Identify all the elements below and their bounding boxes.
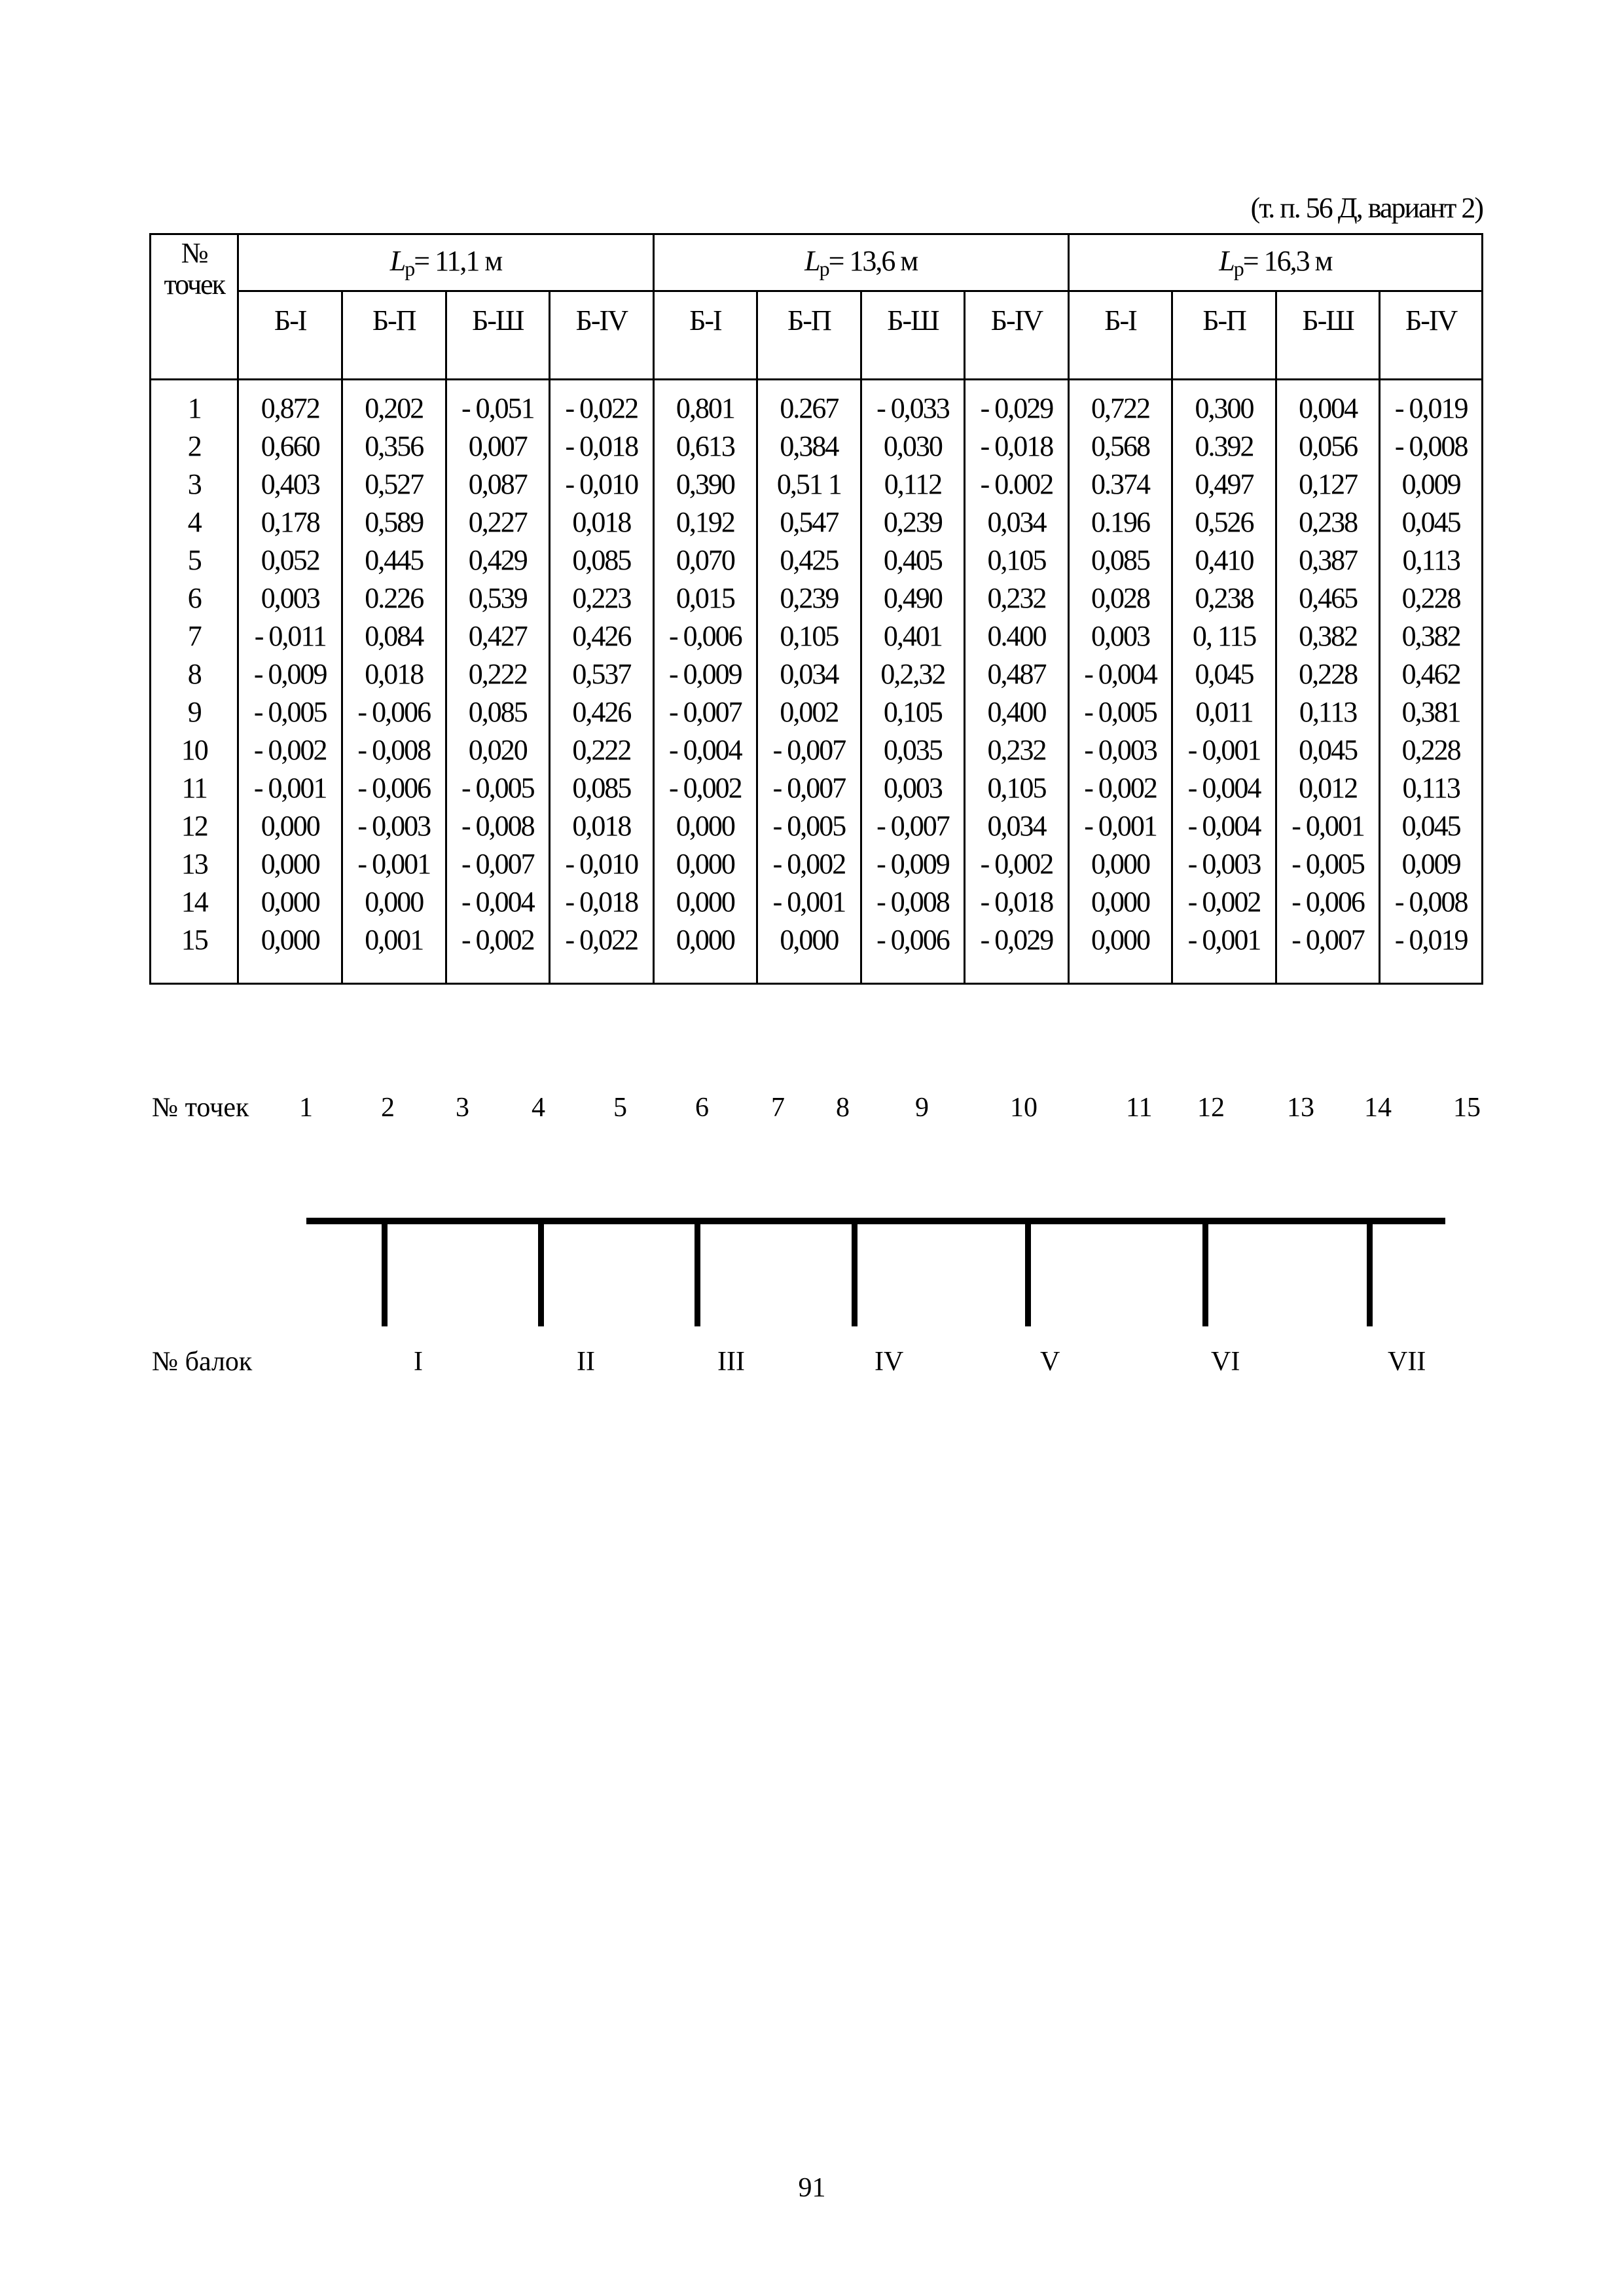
table-cell: 0,390	[653, 465, 757, 503]
table-cell: 0,223	[550, 579, 654, 617]
span-header-2	[653, 234, 1068, 291]
table-cell: 0,238	[1276, 503, 1380, 541]
table-cell: 0,382	[1276, 617, 1380, 655]
table-cell: - 0,029	[965, 921, 1069, 959]
girder-leg	[538, 1219, 544, 1326]
table-cell: 0,045	[1276, 731, 1380, 769]
table-cell: 0,001	[342, 921, 446, 959]
point-number-cell: 3	[151, 465, 238, 503]
table-cell: 0,000	[1068, 921, 1172, 959]
table-cell: - 0,003	[1068, 731, 1172, 769]
table-cell: - 0,007	[757, 731, 861, 769]
table-row	[151, 921, 1483, 959]
table-cell: - 0,004	[1172, 807, 1276, 845]
table-cell: - 0,001	[1276, 807, 1380, 845]
table-cell: - 0,007	[1276, 921, 1380, 959]
points-axis-label: № точек	[152, 1093, 249, 1123]
table-cell: - 0,003	[1172, 845, 1276, 883]
table-cell: 0,002	[757, 693, 861, 731]
table-cell: 0,003	[1068, 617, 1172, 655]
table-cell: 0,222	[446, 655, 550, 693]
table-row	[151, 380, 1483, 428]
table-cell: 0,801	[653, 380, 757, 428]
table-row	[151, 731, 1483, 769]
table-cell: - 0,002	[238, 731, 342, 769]
beam-column-header: Б-IV	[1380, 291, 1483, 380]
table-cell: - 0.002	[965, 465, 1069, 503]
table-cell: 0,547	[757, 503, 861, 541]
table-cell: - 0,008	[1380, 883, 1483, 921]
table-cell: 0,085	[550, 541, 654, 579]
table-cell: - 0,008	[342, 731, 446, 769]
table-cell: 0,381	[1380, 693, 1483, 731]
influence-table	[149, 233, 1483, 985]
table-row	[151, 428, 1483, 465]
table-cell: 0,034	[757, 655, 861, 693]
table-cell: 0,872	[238, 380, 342, 428]
table-cell: 0,403	[238, 465, 342, 503]
point-number: 11	[1126, 1093, 1153, 1123]
point-number-cell: 9	[151, 693, 238, 731]
spacer-cell	[1380, 959, 1483, 984]
point-number-cell: 10	[151, 731, 238, 769]
point-number: 3	[456, 1093, 469, 1123]
table-cell: - 0,006	[861, 921, 965, 959]
point-number-cell: 14	[151, 883, 238, 921]
points-header-label: точек	[164, 268, 225, 301]
table-cell: - 0,018	[965, 428, 1069, 465]
table-cell: 0,000	[238, 883, 342, 921]
table-cell: 0.392	[1172, 428, 1276, 465]
table-cell: 0,51 1	[757, 465, 861, 503]
table-row	[151, 541, 1483, 579]
table-cell: 0,003	[861, 769, 965, 807]
table-cell: 0,300	[1172, 380, 1276, 428]
spacer-cell	[446, 959, 550, 984]
table-cell: 0,015	[653, 579, 757, 617]
table-cell: - 0,006	[342, 693, 446, 731]
table-cell: 0,427	[446, 617, 550, 655]
point-number-cell: 11	[151, 769, 238, 807]
beam-column-header: Б-I	[653, 291, 757, 380]
spacer-cell	[1068, 959, 1172, 984]
beam-column-header: Б-П	[757, 291, 861, 380]
table-cell: 0,497	[1172, 465, 1276, 503]
table-cell: 0,429	[446, 541, 550, 579]
table-row	[151, 655, 1483, 693]
table-cell: 0,000	[653, 845, 757, 883]
spacer-cell	[757, 959, 861, 984]
table-cell: 0,009	[1380, 465, 1483, 503]
table-cell: 0,127	[1276, 465, 1380, 503]
table-cell: - 0,006	[1276, 883, 1380, 921]
table-cell: 0,400	[965, 693, 1069, 731]
table-cell: - 0,004	[1172, 769, 1276, 807]
table-row	[151, 769, 1483, 807]
spacer-cell	[1172, 959, 1276, 984]
table-cell: - 0,007	[446, 845, 550, 883]
table-row	[151, 617, 1483, 655]
table-cell: 0.267	[757, 380, 861, 428]
table-cell: 0,526	[1172, 503, 1276, 541]
spacer-cell	[653, 959, 757, 984]
table-cell: 0,490	[861, 579, 965, 617]
beam-column-header: Б-Ш	[446, 291, 550, 380]
table-cell: 0,012	[1276, 769, 1380, 807]
table-cell: - 0,018	[965, 883, 1069, 921]
lp-subscript: р	[405, 257, 414, 280]
table-cell: - 0,029	[965, 380, 1069, 428]
beam-column-header: Б-П	[1172, 291, 1276, 380]
table-cell: 0,000	[238, 921, 342, 959]
table-cell: 0,613	[653, 428, 757, 465]
table-cell: - 0,002	[653, 769, 757, 807]
table-cell: 0,660	[238, 428, 342, 465]
table-cell: - 0,003	[342, 807, 446, 845]
point-number: 13	[1287, 1093, 1314, 1123]
point-number-cell: 2	[151, 428, 238, 465]
table-cell: 0,232	[965, 731, 1069, 769]
table-cell: - 0,033	[861, 380, 965, 428]
lp-value: = 11,1 м	[414, 245, 502, 277]
table-cell: 0,105	[965, 769, 1069, 807]
beam-number: V	[1040, 1347, 1060, 1377]
table-cell: 0,227	[446, 503, 550, 541]
beam-number: VII	[1388, 1347, 1426, 1377]
beam-column-header: Б-IV	[550, 291, 654, 380]
point-number-cell: 15	[151, 921, 238, 959]
point-number-cell: 13	[151, 845, 238, 883]
point-number: 1	[299, 1093, 313, 1123]
table-cell: 0,018	[550, 503, 654, 541]
table-cell: - 0,001	[757, 883, 861, 921]
point-number-cell: 4	[151, 503, 238, 541]
beams-axis-label: № балок	[152, 1347, 253, 1377]
table-cell: - 0,002	[1068, 769, 1172, 807]
table-cell: 0,105	[861, 693, 965, 731]
table-row	[151, 503, 1483, 541]
table-cell: 0,000	[653, 807, 757, 845]
table-cell: 0,445	[342, 541, 446, 579]
table-cell: 0,003	[238, 579, 342, 617]
lp-subscript: р	[1233, 257, 1243, 280]
lp-symbol: L	[1219, 245, 1234, 277]
table-cell: - 0,051	[446, 380, 550, 428]
table-cell: 0,105	[757, 617, 861, 655]
table-cell: 0,045	[1380, 503, 1483, 541]
lp-subscript: р	[819, 257, 829, 280]
table-row	[151, 845, 1483, 883]
table-cell: 0.374	[1068, 465, 1172, 503]
girder-leg	[382, 1219, 388, 1326]
table-cell: 0,007	[446, 428, 550, 465]
table-cell: - 0,005	[446, 769, 550, 807]
beam-number: IV	[875, 1347, 904, 1377]
spacer-cell	[965, 959, 1069, 984]
point-number: 7	[771, 1093, 785, 1123]
table-cell: - 0,004	[1068, 655, 1172, 693]
table-cell: - 0,001	[342, 845, 446, 883]
beam-column-header: Б-Ш	[1276, 291, 1380, 380]
table-cell: - 0,006	[653, 617, 757, 655]
table-cell: 0,020	[446, 731, 550, 769]
table-cell: - 0,002	[1172, 883, 1276, 921]
table-cell: - 0,006	[342, 769, 446, 807]
beam-column-header: Б-П	[342, 291, 446, 380]
table-cell: 0,084	[342, 617, 446, 655]
table-cell: 0,034	[965, 503, 1069, 541]
table-cell: 0,238	[1172, 579, 1276, 617]
table-cell: 0,052	[238, 541, 342, 579]
point-number-cell: 7	[151, 617, 238, 655]
beam-column-header: Б-IV	[965, 291, 1069, 380]
spacer-cell	[1276, 959, 1380, 984]
point-number: 2	[381, 1093, 395, 1123]
table-cell: 0,239	[861, 503, 965, 541]
table-cell: 0,178	[238, 503, 342, 541]
table-cell: 0,056	[1276, 428, 1380, 465]
table-cell: - 0,001	[1068, 807, 1172, 845]
table-cell: 0,589	[342, 503, 446, 541]
table-cell: 0,000	[653, 921, 757, 959]
girder-leg	[1367, 1219, 1373, 1326]
point-number: 12	[1197, 1093, 1225, 1123]
table-cell: 0,085	[550, 769, 654, 807]
lp-value: = 16,3 м	[1242, 245, 1332, 277]
table-cell: 0,087	[446, 465, 550, 503]
table-cell: - 0,002	[446, 921, 550, 959]
table-cell: - 0,011	[238, 617, 342, 655]
table-cell: 0,239	[757, 579, 861, 617]
girder-leg	[1202, 1219, 1208, 1326]
table-cell: 0,722	[1068, 380, 1172, 428]
table-cell: 0,425	[757, 541, 861, 579]
point-number: 14	[1364, 1093, 1392, 1123]
table-cell: 0,030	[861, 428, 965, 465]
table-cell: 0,000	[238, 845, 342, 883]
table-row	[151, 579, 1483, 617]
table-cell: - 0,005	[1276, 845, 1380, 883]
table-cell: 0,045	[1380, 807, 1483, 845]
table-cell: - 0,019	[1380, 380, 1483, 428]
table-cell: 0,000	[238, 807, 342, 845]
beam-number: VI	[1211, 1347, 1240, 1377]
table-cell: 0,000	[653, 883, 757, 921]
table-cell: 0,382	[1380, 617, 1483, 655]
table-cell: 0,426	[550, 617, 654, 655]
table-row	[151, 807, 1483, 845]
table-cell: - 0,001	[1172, 731, 1276, 769]
point-number: 5	[613, 1093, 627, 1123]
table-cell: 0,384	[757, 428, 861, 465]
span-header-3	[1068, 234, 1482, 291]
beam-number: I	[414, 1347, 423, 1377]
table-cell: - 0,007	[861, 807, 965, 845]
table-cell: 0,028	[1068, 579, 1172, 617]
girder-leg	[852, 1219, 857, 1326]
table-cell: - 0,005	[1068, 693, 1172, 731]
table-cell: 0,085	[1068, 541, 1172, 579]
table-bottom-spacer	[151, 959, 1483, 984]
table-cell: - 0,001	[238, 769, 342, 807]
point-number-cell: 6	[151, 579, 238, 617]
table-cell: - 0,009	[238, 655, 342, 693]
point-number: 6	[695, 1093, 709, 1123]
table-cell: 0,527	[342, 465, 446, 503]
table-row	[151, 693, 1483, 731]
table-cell: 0,426	[550, 693, 654, 731]
table-cell: 0,2,32	[861, 655, 965, 693]
lp-value: = 13,6 м	[828, 245, 918, 277]
table-cell: 0,487	[965, 655, 1069, 693]
table-cell: 0,228	[1380, 579, 1483, 617]
table-cell: 0,113	[1276, 693, 1380, 731]
table-cell: - 0,009	[861, 845, 965, 883]
lp-symbol: L	[389, 245, 405, 277]
table-cell: 0,462	[1380, 655, 1483, 693]
points-header-symbol: №	[181, 237, 208, 269]
table-cell: 0,045	[1172, 655, 1276, 693]
beam-number: II	[577, 1347, 595, 1377]
table-cell: - 0,004	[653, 731, 757, 769]
table-cell: 0,410	[1172, 541, 1276, 579]
table-cell: - 0,022	[550, 380, 654, 428]
table-cell: - 0,010	[550, 465, 654, 503]
table-cell: - 0,007	[653, 693, 757, 731]
beam-column-header: Б-Ш	[861, 291, 965, 380]
point-number: 4	[532, 1093, 545, 1123]
table-cell: 0,465	[1276, 579, 1380, 617]
table-cell: - 0,009	[653, 655, 757, 693]
table-cell: 0,539	[446, 579, 550, 617]
point-number-cell: 5	[151, 541, 238, 579]
table-cell: 0,202	[342, 380, 446, 428]
table-cell: 0,537	[550, 655, 654, 693]
table-cell: 0,000	[1068, 883, 1172, 921]
table-cell: 0,011	[1172, 693, 1276, 731]
point-number: 8	[836, 1093, 850, 1123]
table-cell: 0,070	[653, 541, 757, 579]
table-row	[151, 883, 1483, 921]
table-cell: 0,112	[861, 465, 965, 503]
table-cell: - 0,008	[446, 807, 550, 845]
point-number-cell: 1	[151, 380, 238, 428]
spacer-cell	[151, 959, 238, 984]
table-cell: 0,000	[757, 921, 861, 959]
table-cell: - 0,002	[757, 845, 861, 883]
table-cell: 0,105	[965, 541, 1069, 579]
table-cell: - 0,018	[550, 428, 654, 465]
table-cell: 0,232	[965, 579, 1069, 617]
point-number-cell: 8	[151, 655, 238, 693]
table-cell: - 0,005	[238, 693, 342, 731]
beam-column-header: Б-I	[238, 291, 342, 380]
beam-number: III	[717, 1347, 745, 1377]
table-cell: - 0,022	[550, 921, 654, 959]
table-cell: 0, 115	[1172, 617, 1276, 655]
table-cell: - 0,010	[550, 845, 654, 883]
table-cell: - 0,019	[1380, 921, 1483, 959]
spacer-cell	[238, 959, 342, 984]
table-cell: 0,035	[861, 731, 965, 769]
table-cell: - 0,002	[965, 845, 1069, 883]
table-cell: 0,113	[1380, 541, 1483, 579]
beam-column-header: Б-I	[1068, 291, 1172, 380]
table-cell: 0,034	[965, 807, 1069, 845]
spacer-cell	[550, 959, 654, 984]
table-cell: 0,192	[653, 503, 757, 541]
table-cell: 0,401	[861, 617, 965, 655]
point-number: 15	[1453, 1093, 1481, 1123]
point-number: 10	[1010, 1093, 1038, 1123]
table-cell: - 0,008	[861, 883, 965, 921]
table-cell: - 0,004	[446, 883, 550, 921]
table-cell: 0.400	[965, 617, 1069, 655]
table-cell: 0,222	[550, 731, 654, 769]
point-number-cell: 12	[151, 807, 238, 845]
spacer-cell	[861, 959, 965, 984]
table-cell: 0,405	[861, 541, 965, 579]
table-row	[151, 465, 1483, 503]
table-cell: 0,009	[1380, 845, 1483, 883]
table-cell: 0,228	[1380, 731, 1483, 769]
table-cell: 0,228	[1276, 655, 1380, 693]
table-cell: - 0,007	[757, 769, 861, 807]
lp-symbol: L	[804, 245, 820, 277]
table-cell: 0,000	[1068, 845, 1172, 883]
table-cell: 0,018	[550, 807, 654, 845]
point-number: 9	[915, 1093, 929, 1123]
spacer-cell	[342, 959, 446, 984]
points-header	[151, 234, 238, 380]
table-cell: 0.226	[342, 579, 446, 617]
table-cell: 0.196	[1068, 503, 1172, 541]
girder-leg	[1025, 1219, 1031, 1326]
table-cell: - 0,005	[757, 807, 861, 845]
table-cell: 0,004	[1276, 380, 1380, 428]
table-cell: 0,356	[342, 428, 446, 465]
table-cell: 0,085	[446, 693, 550, 731]
table-cell: 0,018	[342, 655, 446, 693]
table-cell: 0,568	[1068, 428, 1172, 465]
table-cell: 0,387	[1276, 541, 1380, 579]
table-cell: 0,113	[1380, 769, 1483, 807]
table-cell: - 0,018	[550, 883, 654, 921]
span-header-1	[238, 234, 653, 291]
table-note: (т. п. 56 Д, вариант 2)	[1250, 192, 1483, 224]
table-cell: - 0,008	[1380, 428, 1483, 465]
girder-leg	[695, 1219, 700, 1326]
deck-line	[306, 1218, 1445, 1224]
table-cell: 0,000	[342, 883, 446, 921]
table-cell: - 0,001	[1172, 921, 1276, 959]
page-number: 91	[798, 2173, 826, 2203]
